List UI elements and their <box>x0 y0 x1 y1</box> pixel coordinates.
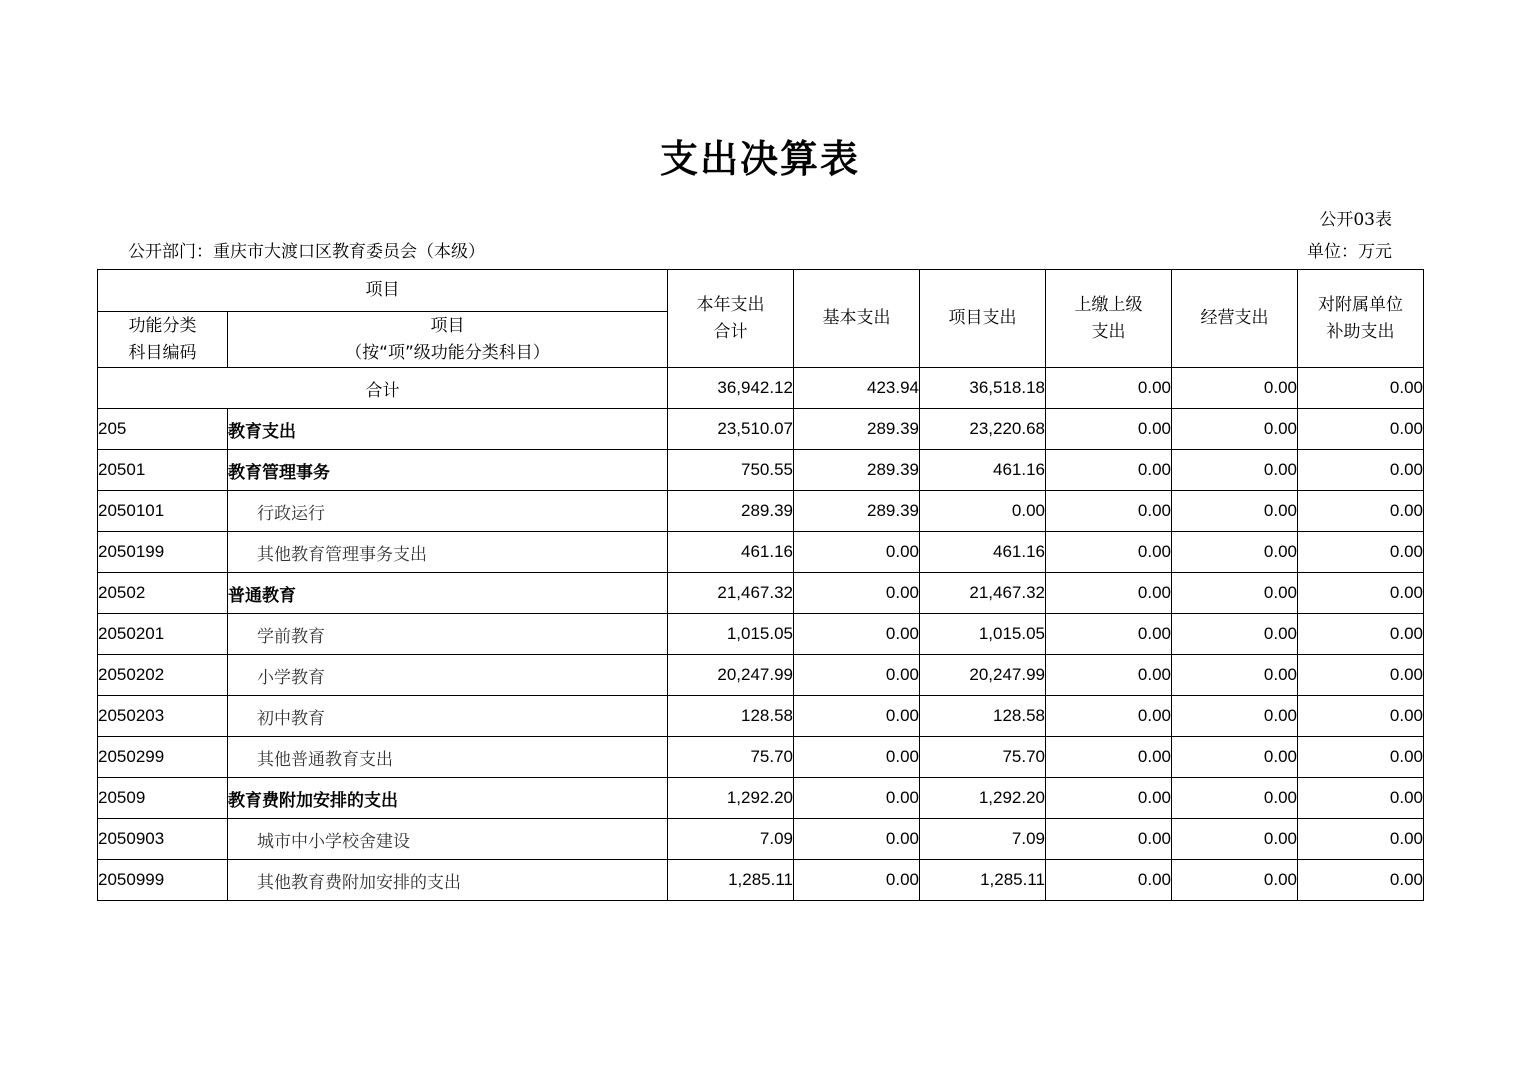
project-cell: 1,292.20 <box>920 778 1046 819</box>
project-cell: 21,467.32 <box>920 573 1046 614</box>
code-cell: 20509 <box>98 778 228 819</box>
project-cell: 0.00 <box>920 491 1046 532</box>
total-cell: 128.58 <box>668 696 794 737</box>
header-total <box>668 270 794 368</box>
basic-cell: 0.00 <box>794 819 920 860</box>
project-cell: 75.70 <box>920 737 1046 778</box>
name-cell: 小学教育 <box>228 655 668 696</box>
header-upper-line1: 上缴上级 <box>1074 294 1143 315</box>
subsidy-cell: 0.00 <box>1298 409 1424 450</box>
code-cell: 20502 <box>98 573 228 614</box>
table-number: 公开03表 <box>1319 210 1392 230</box>
total-cell: 23,510.07 <box>668 409 794 450</box>
table-row <box>98 573 1424 614</box>
upper-cell: 0.00 <box>1046 819 1172 860</box>
subsidy-cell: 0.00 <box>1298 450 1424 491</box>
header-name-line2: （按“项”级功能分类科目） <box>345 342 550 363</box>
department-label: 公开部门： <box>128 242 213 262</box>
header-name <box>228 312 668 368</box>
project-cell: 23,220.68 <box>920 409 1046 450</box>
name-cell: 其他教育管理事务支出 <box>228 532 668 573</box>
project-cell: 7.09 <box>920 819 1046 860</box>
subsidy-cell: 0.00 <box>1298 737 1424 778</box>
name-cell: 学前教育 <box>228 614 668 655</box>
subsidy-cell: 0.00 <box>1298 491 1424 532</box>
header-subsidy <box>1298 270 1424 368</box>
code-cell: 2050299 <box>98 737 228 778</box>
basic-cell: 0.00 <box>794 532 920 573</box>
header-code <box>98 312 228 368</box>
table-row <box>98 532 1424 573</box>
basic-cell: 0.00 <box>794 573 920 614</box>
project-cell: 20,247.99 <box>920 655 1046 696</box>
upper-cell: 0.00 <box>1046 778 1172 819</box>
total-cell: 7.09 <box>668 819 794 860</box>
table-row <box>98 696 1424 737</box>
business-cell: 0.00 <box>1172 778 1298 819</box>
header-name-line1: 项目 <box>430 315 465 336</box>
project-cell: 1,285.11 <box>920 860 1046 901</box>
department-line <box>128 237 485 262</box>
table-body <box>98 270 1424 901</box>
upper-cell: 0.00 <box>1046 450 1172 491</box>
code-cell: 2050903 <box>98 819 228 860</box>
header-subsidy-line1: 对附属单位 <box>1318 294 1403 315</box>
header-basic: 基本支出 <box>794 270 920 368</box>
upper-cell: 0.00 <box>1046 614 1172 655</box>
code-cell: 205 <box>98 409 228 450</box>
basic-cell: 0.00 <box>794 737 920 778</box>
basic-cell: 0.00 <box>794 655 920 696</box>
total-row <box>98 368 1424 409</box>
subsidy-cell: 0.00 <box>1298 819 1424 860</box>
name-cell: 城市中小学校舍建设 <box>228 819 668 860</box>
code-cell: 2050201 <box>98 614 228 655</box>
basic-cell: 0.00 <box>794 696 920 737</box>
code-cell: 2050203 <box>98 696 228 737</box>
expenditure-table <box>97 269 1424 901</box>
total-cell: 1,285.11 <box>668 860 794 901</box>
table-row <box>98 491 1424 532</box>
subsidy-cell: 0.00 <box>1298 778 1424 819</box>
upper-cell: 0.00 <box>1046 737 1172 778</box>
project-cell: 461.16 <box>920 450 1046 491</box>
basic-cell: 423.94 <box>794 368 920 409</box>
table-row <box>98 819 1424 860</box>
code-cell: 2050101 <box>98 491 228 532</box>
upper-cell: 0.00 <box>1046 573 1172 614</box>
business-cell: 0.00 <box>1172 573 1298 614</box>
upper-cell: 0.00 <box>1046 696 1172 737</box>
subsidy-cell: 0.00 <box>1298 368 1424 409</box>
basic-cell: 0.00 <box>794 778 920 819</box>
header-total-line2: 合计 <box>713 321 748 342</box>
header-code-line1: 功能分类 <box>128 315 197 336</box>
upper-cell: 0.00 <box>1046 491 1172 532</box>
code-cell: 20501 <box>98 450 228 491</box>
total-cell: 21,467.32 <box>668 573 794 614</box>
name-cell: 教育费附加安排的支出 <box>228 778 668 819</box>
subsidy-cell: 0.00 <box>1298 655 1424 696</box>
name-cell: 普通教育 <box>228 573 668 614</box>
project-cell: 36,518.18 <box>920 368 1046 409</box>
subsidy-cell: 0.00 <box>1298 532 1424 573</box>
total-cell: 461.16 <box>668 532 794 573</box>
upper-cell: 0.00 <box>1046 368 1172 409</box>
header-upper <box>1046 270 1172 368</box>
subsidy-cell: 0.00 <box>1298 860 1424 901</box>
name-cell: 初中教育 <box>228 696 668 737</box>
table-row <box>98 778 1424 819</box>
total-cell: 1,292.20 <box>668 778 794 819</box>
table-row <box>98 614 1424 655</box>
code-cell: 2050199 <box>98 532 228 573</box>
header-subsidy-line2: 补助支出 <box>1326 321 1395 342</box>
subsidy-cell: 0.00 <box>1298 614 1424 655</box>
header-business: 经营支出 <box>1172 270 1298 368</box>
business-cell: 0.00 <box>1172 409 1298 450</box>
header-total-line1: 本年支出 <box>696 294 765 315</box>
total-label: 合计 <box>98 368 668 409</box>
upper-cell: 0.00 <box>1046 409 1172 450</box>
business-cell: 0.00 <box>1172 696 1298 737</box>
upper-cell: 0.00 <box>1046 860 1172 901</box>
business-cell: 0.00 <box>1172 614 1298 655</box>
basic-cell: 289.39 <box>794 409 920 450</box>
header-project-group: 项目 <box>98 270 668 312</box>
business-cell: 0.00 <box>1172 819 1298 860</box>
business-cell: 0.00 <box>1172 532 1298 573</box>
basic-cell: 289.39 <box>794 491 920 532</box>
total-cell: 1,015.05 <box>668 614 794 655</box>
table-row <box>98 737 1424 778</box>
basic-cell: 0.00 <box>794 860 920 901</box>
business-cell: 0.00 <box>1172 737 1298 778</box>
business-cell: 0.00 <box>1172 860 1298 901</box>
table-row <box>98 860 1424 901</box>
name-cell: 教育管理事务 <box>228 450 668 491</box>
total-cell: 289.39 <box>668 491 794 532</box>
project-cell: 128.58 <box>920 696 1046 737</box>
business-cell: 0.00 <box>1172 450 1298 491</box>
total-cell: 75.70 <box>668 737 794 778</box>
business-cell: 0.00 <box>1172 491 1298 532</box>
header-row-1 <box>98 270 1424 312</box>
business-cell: 0.00 <box>1172 655 1298 696</box>
subsidy-cell: 0.00 <box>1298 573 1424 614</box>
upper-cell: 0.00 <box>1046 655 1172 696</box>
header-project: 项目支出 <box>920 270 1046 368</box>
upper-cell: 0.00 <box>1046 532 1172 573</box>
header-upper-line2: 支出 <box>1091 321 1126 342</box>
header-code-line2: 科目编码 <box>128 342 197 363</box>
name-cell: 行政运行 <box>228 491 668 532</box>
total-cell: 750.55 <box>668 450 794 491</box>
project-cell: 1,015.05 <box>920 614 1046 655</box>
code-cell: 2050999 <box>98 860 228 901</box>
code-cell: 2050202 <box>98 655 228 696</box>
name-cell: 其他普通教育支出 <box>228 737 668 778</box>
table-row <box>98 655 1424 696</box>
table-row <box>98 409 1424 450</box>
total-cell: 20,247.99 <box>668 655 794 696</box>
business-cell: 0.00 <box>1172 368 1298 409</box>
name-cell: 教育支出 <box>228 409 668 450</box>
basic-cell: 289.39 <box>794 450 920 491</box>
unit-label: 单位：万元 <box>1307 242 1392 262</box>
page-title: 支出决算表 <box>659 137 860 181</box>
name-cell: 其他教育费附加安排的支出 <box>228 860 668 901</box>
table-row <box>98 450 1424 491</box>
basic-cell: 0.00 <box>794 614 920 655</box>
department-name: 重庆市大渡口区教育委员会（本级） <box>213 242 485 262</box>
subsidy-cell: 0.00 <box>1298 696 1424 737</box>
total-cell: 36,942.12 <box>668 368 794 409</box>
project-cell: 461.16 <box>920 532 1046 573</box>
